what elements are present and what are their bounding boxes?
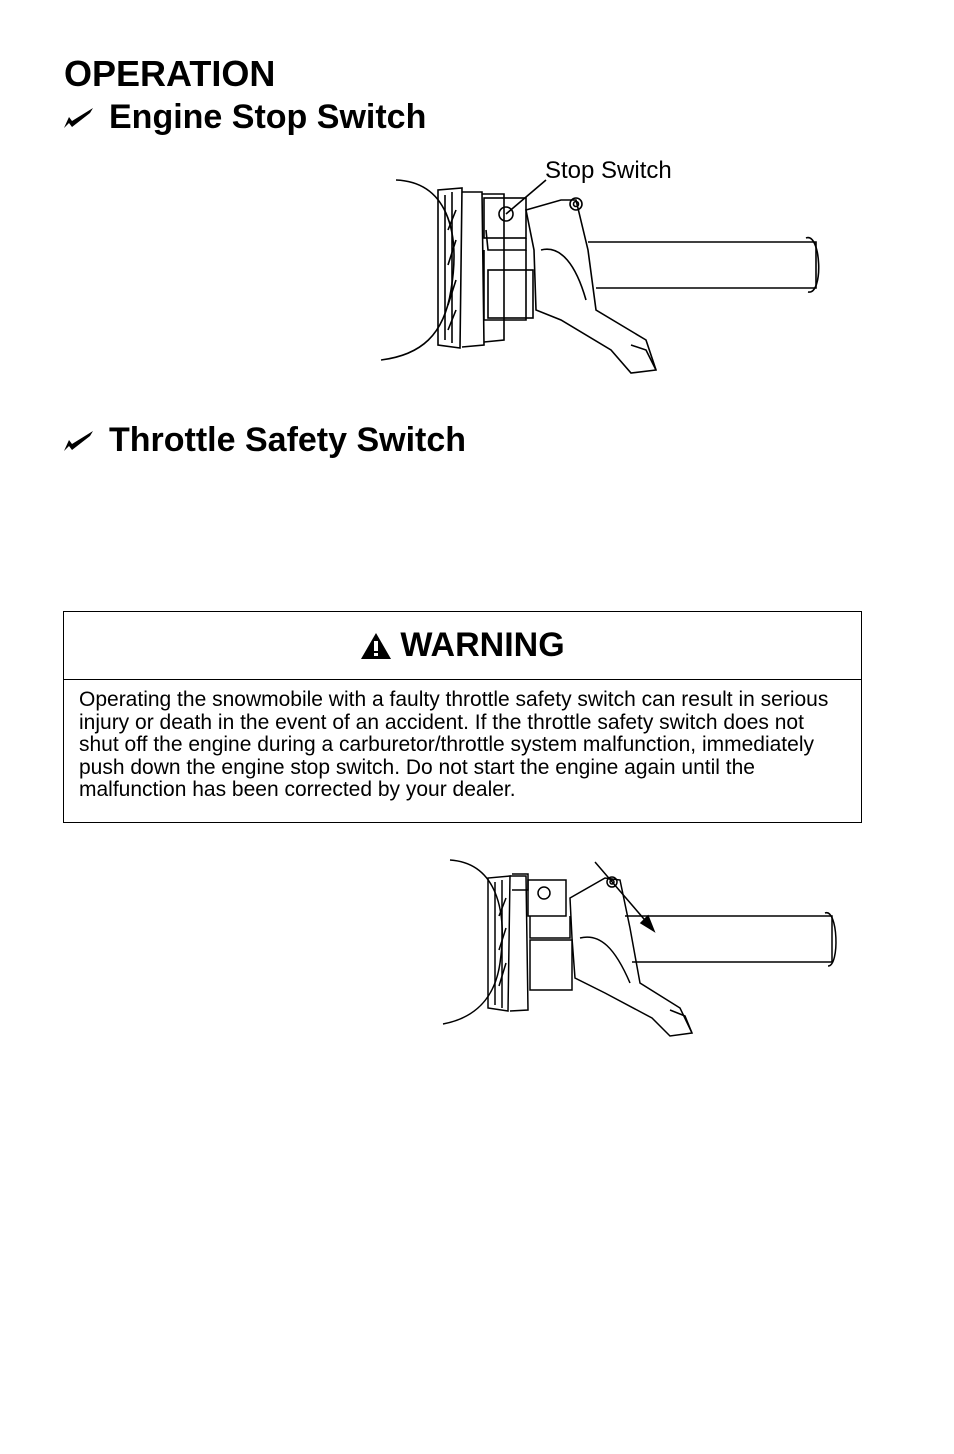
checkmark-icon [62,425,96,455]
page-title: OPERATION [64,53,276,94]
section-label: Engine Stop Switch [109,98,427,136]
warning-header [64,612,861,680]
handlebar-stop-switch-illustration [376,170,836,385]
checkmark-icon [62,102,96,132]
warning-box [63,611,862,823]
warning-triangle-icon [360,632,392,660]
section-heading-throttle-safety-switch [62,421,466,459]
handlebar-throttle-safety-switch-illustration [440,858,840,1045]
stop-switch-callout: Stop Switch [545,157,672,184]
section-label: Throttle Safety Switch [109,421,467,459]
section-heading-engine-stop-switch [62,98,426,136]
warning-heading: WARNING [400,626,565,664]
warning-text: Operating the snowmobile with a faulty throttle safety switch can result in serious injury or death in the event of an accident. If the throttle safety switch does not shut off the engine during a carburetor/throttle system malfunction, immediately push down the engine stop switch. Do not start the engine again until the malfunction has been corrected by your dealer. [79,688,829,802]
